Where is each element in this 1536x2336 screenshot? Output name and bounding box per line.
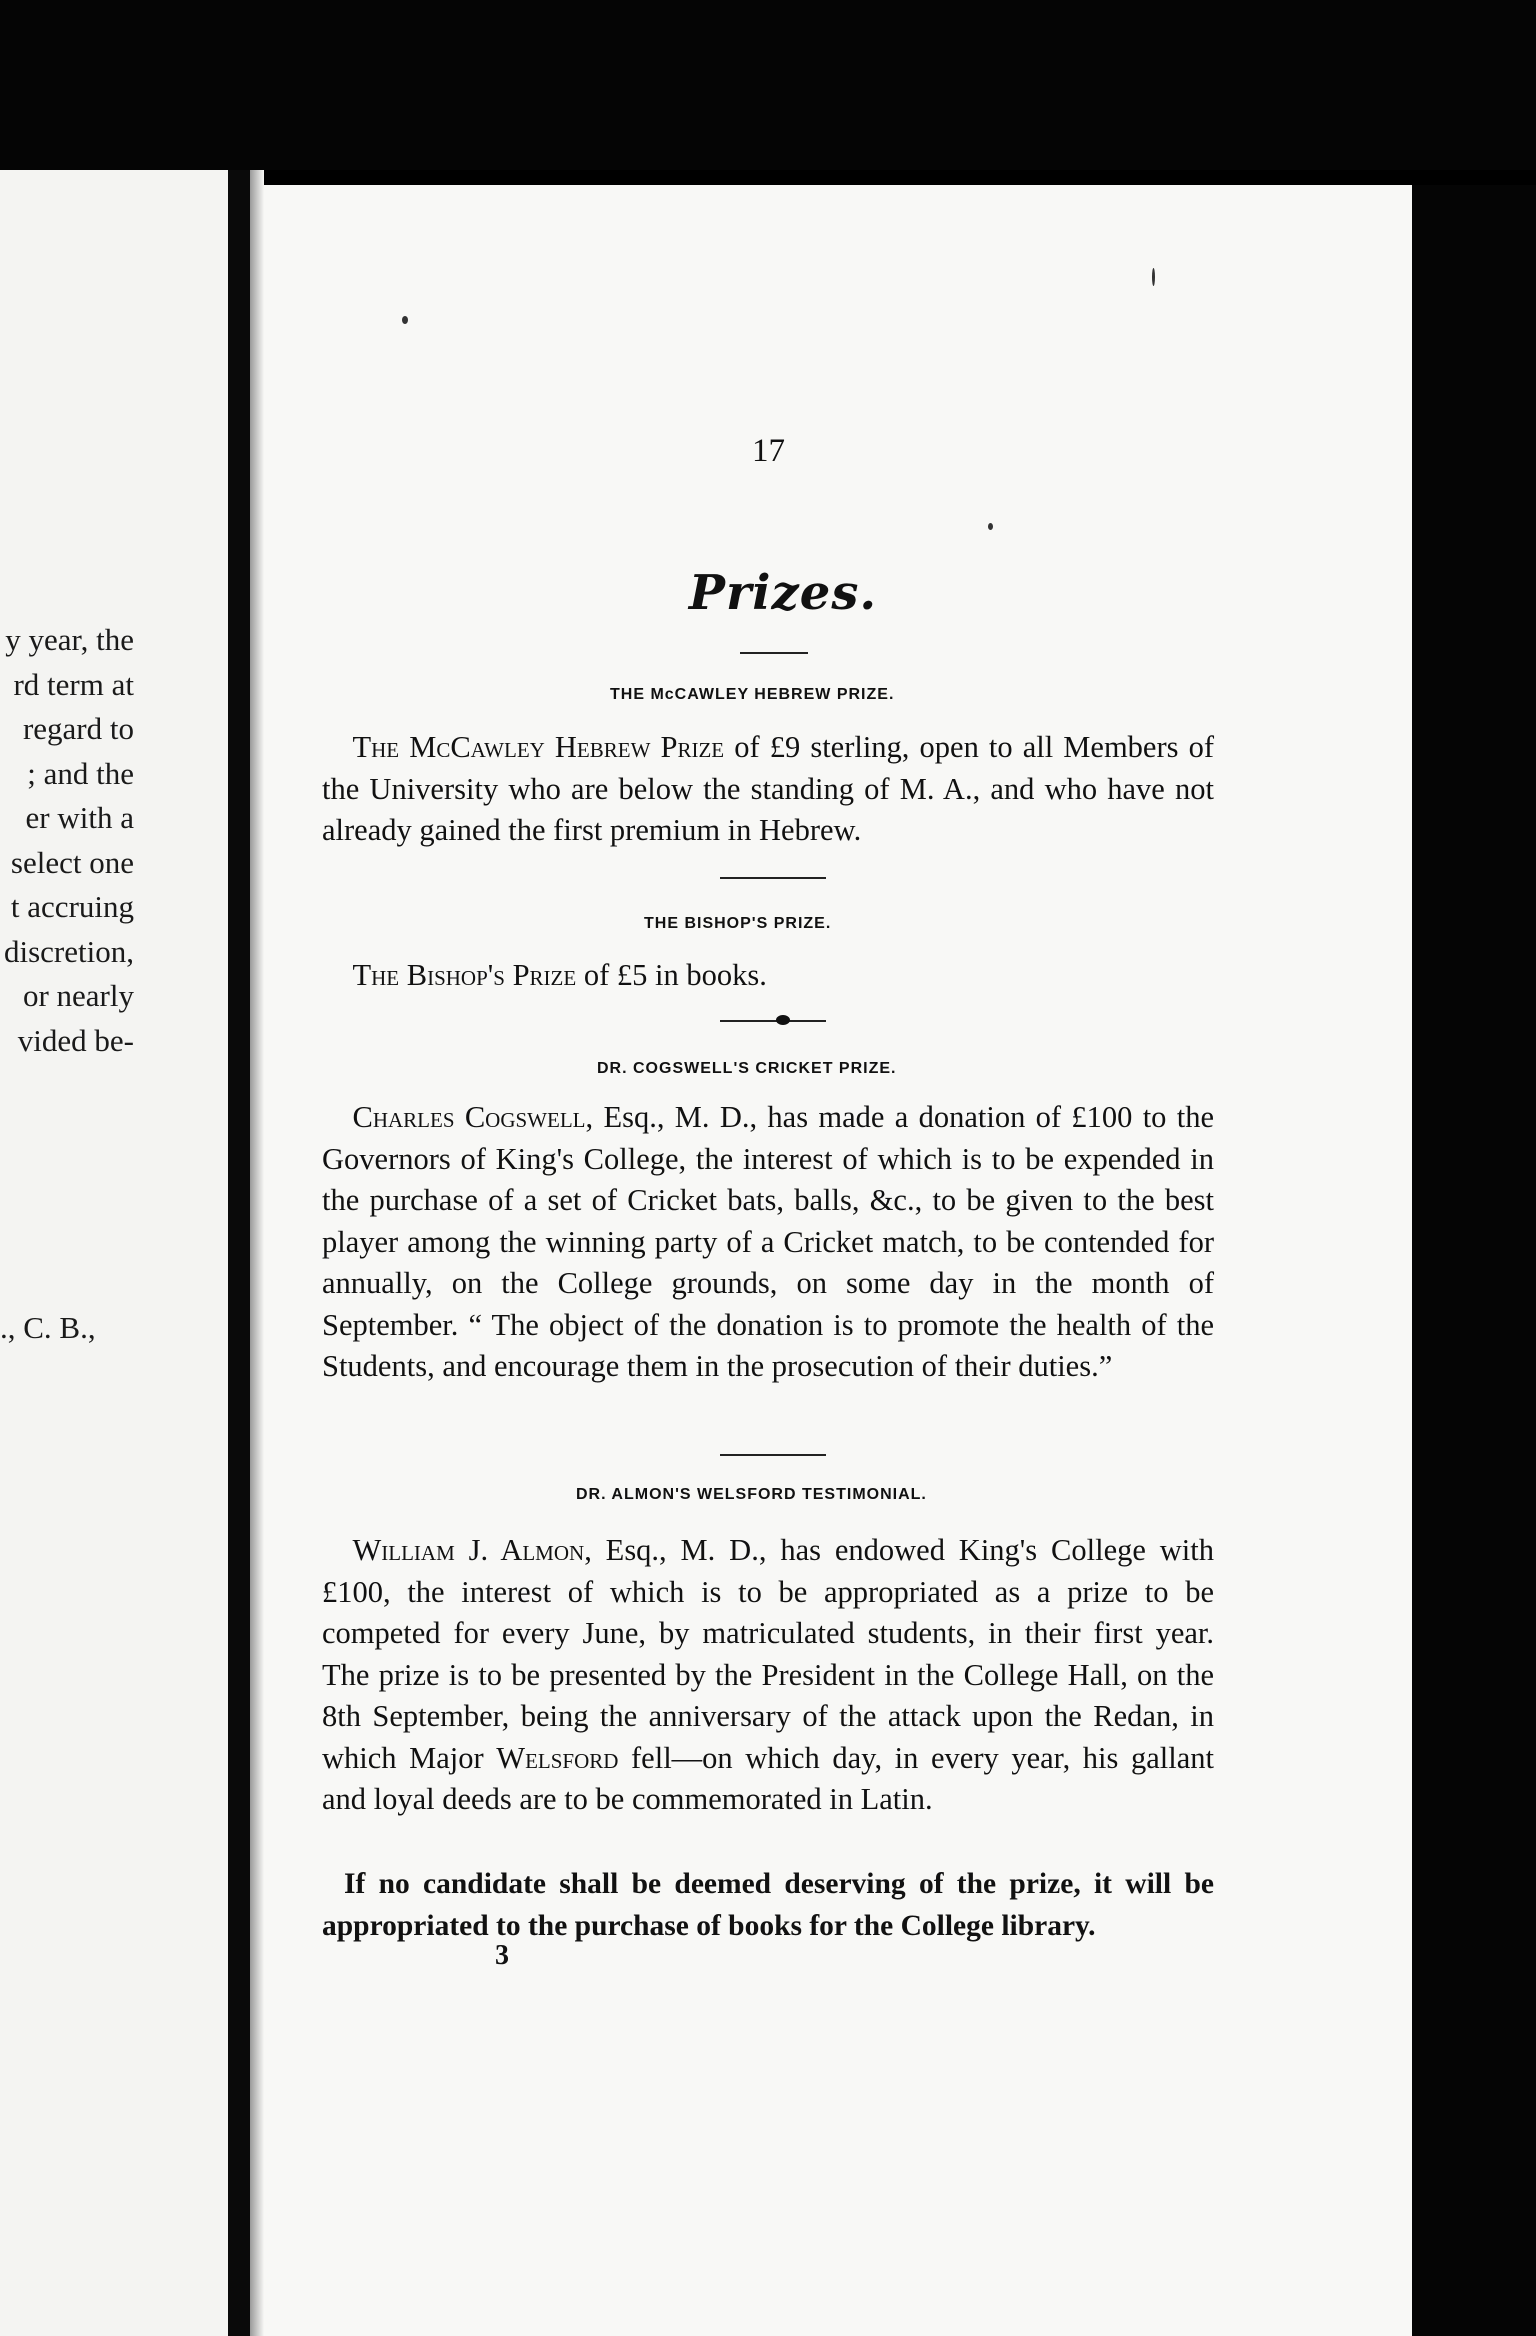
section-title-cricket-prize: DR. COGSWELL'S CRICKET PRIZE. xyxy=(597,1060,897,1077)
body-text: , Esq., M. D., has made a donation of £100 to the Governors of King's College, the interest of which is to be expended in the purchase of a set of Cricket bats, balls, &c., to be given to the best player among the winning party of a Cricket match, to be contended for annually, on the College grounds, on some day in the month of September. “ The object of the donation is to promote the health of the Students, and encourage them in the prosecution of their duties.” xyxy=(322,1100,1214,1383)
facing-line: rd term at xyxy=(13,666,134,702)
facing-page xyxy=(0,170,228,2336)
body-lead: Charles Cogswell xyxy=(352,1100,586,1134)
facing-line: er with a xyxy=(25,800,134,835)
page-heading: Prizes. xyxy=(688,565,878,621)
facing-line: ; and the xyxy=(27,755,134,791)
section-title-bishops-prize: THE BISHOP'S PRIZE. xyxy=(644,915,832,932)
facing-line: discretion, xyxy=(4,933,134,969)
divider-rule xyxy=(720,1454,826,1456)
body-text: of £9 sterling, open to all Members of the University who are below the standing of M. A., and who have not already gained the first premium in Hebrew. xyxy=(322,730,1214,847)
section-note-welsford-testimonial: If no candidate shall be deemed deserving of the prize, it will be appropriated to the purchase of books for the College library. xyxy=(322,1868,1214,1942)
body-text: of £5 in books. xyxy=(576,958,767,992)
facing-line: select one xyxy=(10,844,134,880)
body-text: , Esq., M. D., has endowed King's College with £100, the interest of which is to be appropriated as a prize to be competed for every June, by matriculated students, in their first year. The prize is to be presented by the President in the College Hall, on the 8th September, being the anniversary of the attack upon the Redan, in which Major xyxy=(322,1533,1215,1775)
section-body-bishops-prize xyxy=(322,955,1214,997)
facing-line: or nearly xyxy=(22,978,134,1013)
body-name: Welsford xyxy=(496,1740,619,1775)
section-body-welsford-testimonial xyxy=(322,1530,1214,1821)
body-lead: The McCawley Hebrew Prize xyxy=(352,730,725,764)
gutter-shadow xyxy=(250,170,264,2336)
section-body-cricket-prize xyxy=(322,1097,1214,1388)
section-title-hebrew-prize: THE McCAWLEY HEBREW PRIZE. xyxy=(610,686,895,703)
divider-rule xyxy=(720,877,826,879)
facing-line: regard to xyxy=(22,711,134,746)
body-lead: The Bishop's Prize xyxy=(352,958,577,992)
facing-fragment: ., C. B., xyxy=(0,1310,96,1345)
section-body-hebrew-prize xyxy=(322,727,1214,852)
divider-ornament xyxy=(776,1015,790,1025)
body-text: fell—on which day, in every year, his gallant and loyal deeds are to be commemorated in Latin. xyxy=(322,1740,1215,1816)
scan-edge xyxy=(1412,185,1536,2336)
scan-speck xyxy=(988,523,993,530)
divider-rule xyxy=(720,1020,826,1022)
body-lead: William J. Almon xyxy=(352,1533,585,1567)
signature-mark: 3 xyxy=(495,1940,509,1971)
section-title-welsford-testimonial: DR. ALMON'S WELSFORD TESTIMONIAL. xyxy=(576,1486,927,1503)
scan-background xyxy=(0,0,1536,170)
divider-rule xyxy=(740,652,808,654)
scan-speck xyxy=(1152,268,1155,286)
facing-line: vided be- xyxy=(17,1022,134,1058)
scan-speck xyxy=(402,316,408,324)
facing-page-text xyxy=(0,618,134,1063)
facing-line: t accruing xyxy=(10,889,134,924)
facing-line: y year, the xyxy=(5,622,134,657)
binding-gutter xyxy=(228,170,250,2336)
page-number: 17 xyxy=(752,433,785,469)
